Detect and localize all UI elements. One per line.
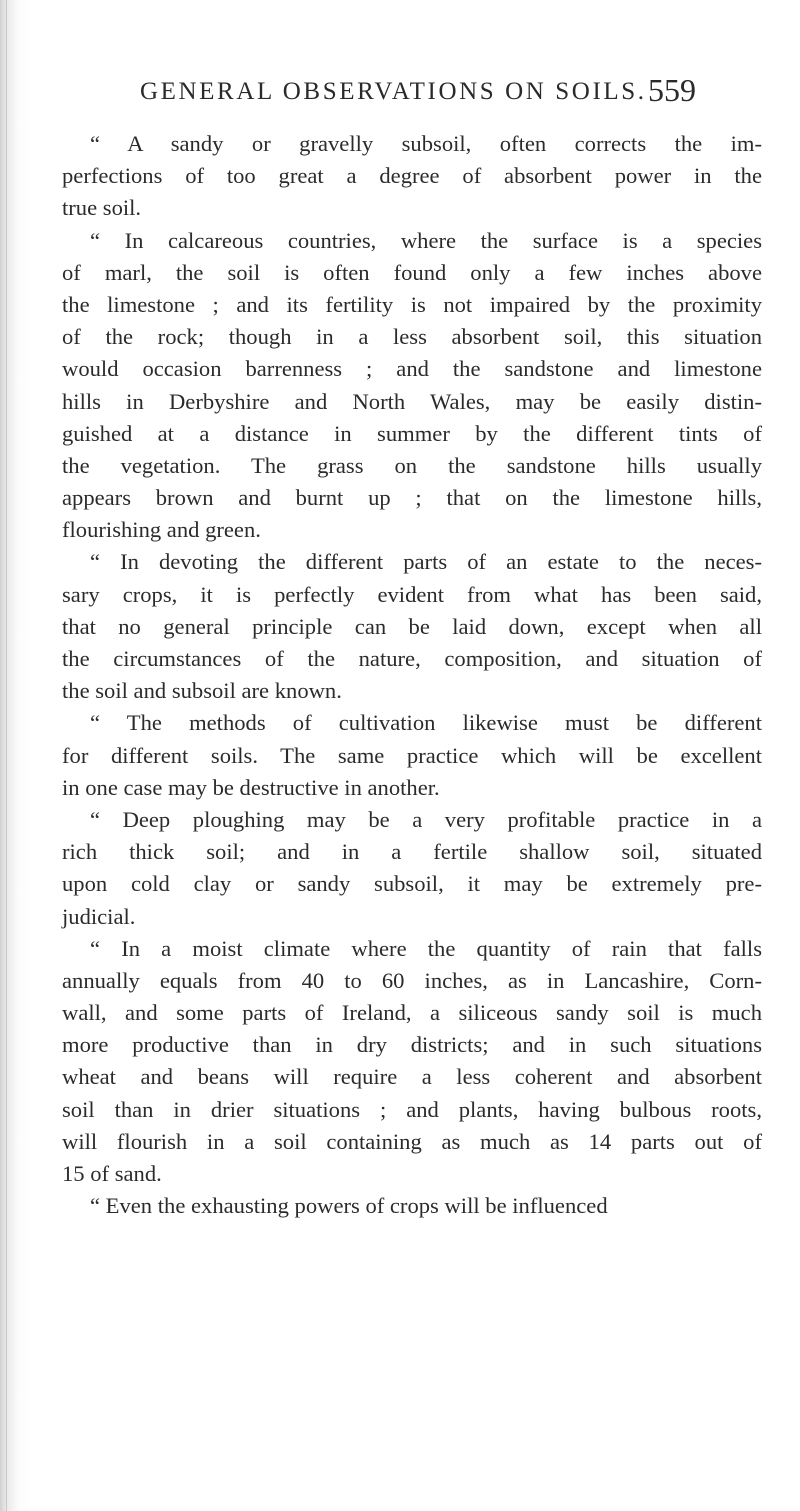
text-line: upon cold clay or sandy subsoil, it may be extremely pre- [62, 871, 762, 897]
text-line: “ Even the exhausting powers of crops will be influenced [90, 1193, 608, 1219]
text-line: the limestone ; and its fertility is not impaired by the proximity [62, 291, 762, 317]
page-number: 559 [648, 72, 696, 108]
text-line: wheat and beans will require a less coherent and absorbent [62, 1064, 762, 1090]
text-line: more productive than in dry districts; and in such situations [62, 1032, 762, 1058]
page-binding-edge [6, 0, 7, 1511]
text-line: that no general principle can be laid down, except when all [62, 613, 762, 639]
text-line: 15 of sand. [62, 1161, 162, 1186]
text-line: the vegetation. The grass on the sandstone hills usually [62, 452, 762, 478]
text-line: wall, and some parts of Ireland, a siliceous sandy soil is much [62, 1000, 762, 1026]
text-line: would occasion barrenness ; and the sandstone and limestone [62, 356, 762, 382]
text-line: “ Deep ploughing may be a very profitable practice in a [90, 806, 762, 832]
text-line: guished at a distance in summer by the different tints of [62, 420, 762, 446]
text-line: rich thick soil; and in a fertile shallow soil, situated [62, 839, 762, 865]
text-line: “ The methods of cultivation likewise must be different [90, 710, 762, 736]
text-line: judicial. [62, 903, 136, 929]
text-line: the circumstances of the nature, composition, and situation of [62, 646, 762, 671]
page-gutter-shadow [0, 0, 18, 1511]
text-line: the soil and subsoil are known. [62, 678, 342, 704]
text-line: in one case may be destructive in another. [62, 774, 440, 800]
running-head [0, 72, 800, 112]
running-head-title: GENERAL OBSERVATIONS ON SOILS. [140, 78, 647, 105]
text-line: will flourish in a soil containing as much as 14 parts out of [62, 1128, 762, 1154]
text-line: “ In devoting the different parts of an estate to the neces- [90, 549, 762, 575]
text-line: annually equals from 40 to 60 inches, as in Lancashire, Corn- [62, 967, 762, 993]
text-line: perfections of too great a degree of absorbent power in the [62, 163, 762, 189]
text-line: of marl, the soil is often found only a few inches above [62, 259, 762, 285]
text-line: true soil. [62, 195, 142, 221]
text-line: flourishing and green. [62, 517, 261, 543]
text-line: for different soils. The same practice which will be excellent [62, 742, 762, 768]
text-line: sary crops, it is perfectly evident from what has been said, [62, 581, 762, 607]
text-line: “ In a moist climate where the quantity of rain that falls [90, 935, 762, 961]
text-line: soil than in drier situations ; and plants, having bulbous roots, [62, 1096, 762, 1122]
text-line: hills in Derbyshire and North Wales, may be easily distin- [62, 388, 762, 414]
text-line: “ A sandy or gravelly subsoil, often corrects the im- [90, 131, 762, 156]
text-line: “ In calcareous countries, where the surface is a species [90, 227, 762, 253]
body-text [62, 128, 762, 1222]
text-line: appears brown and burnt up ; that on the limestone hills, [62, 485, 762, 511]
text-line: of the rock; though in a less absorbent soil, this situation [62, 324, 762, 350]
